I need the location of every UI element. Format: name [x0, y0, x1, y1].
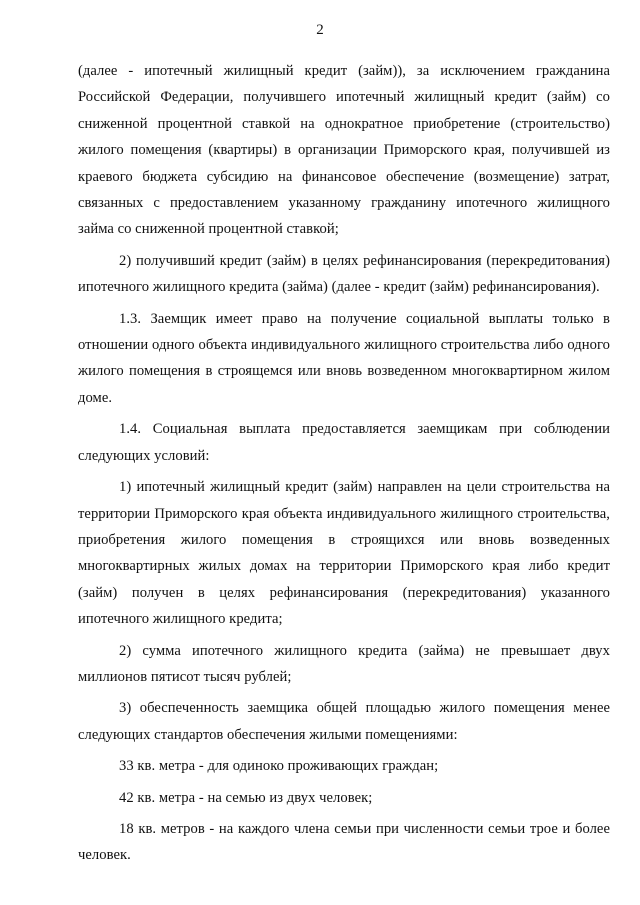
- paragraph-1-4: 1.4. Социальная выплата предоставляется заемщикам при соблюдении следующих условий:: [78, 421, 610, 464]
- paragraph-item-refinancing: 2) получивший кредит (займ) в целях рефинансирования (перекредитования) ипотечного жилищного кредита (займа) (далее - кредит (займ) рефинансирования).: [78, 252, 610, 296]
- paragraph-condition-3: 3) обеспеченность заемщика общей площадью жилого помещения менее следующих стандартов обеспечения жилыми помещениями:: [78, 700, 610, 743]
- paragraph-condition-2: 2) сумма ипотечного жилищного кредита (займа) не превышает двух миллионов пятисот тысяч рублей;: [78, 642, 610, 685]
- paragraph-continuation: (далее - ипотечный жилищный кредит (займ)), за исключением гражданина Российской Федерации, получившего ипотечный жилищный кредит (займ) со сниженной процентной ставкой на однократное приобретение (строительство) жилого помещения (квартиры) в организации Приморского края, получившей из краевого бюджета субсидию на финансовое обеспечение (возмещение) затрат, связанных с предоставлением указанному гражданину ипотечного жилищного займа со сниженной процентной ставкой;: [78, 63, 610, 238]
- paragraph-condition-1: 1) ипотечный жилищный кредит (займ) направлен на цели строительства на территории Приморского края объекта индивидуального жилищного строительства, приобретения жилого помещения в строящихся или вновь возведенных многоквартирных жилых домах на территории Приморского края либо кредит (займ) получен в целях рефинансирования (перекредитования) указанного ипотечного жилищного кредита;: [78, 479, 610, 628]
- paragraph-1-3: 1.3. Заемщик имеет право на получение социальной выплаты только в отношении одного объекта индивидуального жилищного строительства либо одного жилого помещения в строящемся или вновь возведенном многоквартирном жилом доме.: [78, 310, 610, 406]
- document-body: [78, 58, 610, 874]
- page-number: 2: [316, 22, 324, 38]
- paragraph-standard-three-plus: 18 кв. метров - на каждого члена семьи при численности семьи трое и более человек.: [78, 820, 610, 864]
- paragraph-standard-two: 42 кв. метра - на семью из двух человек;: [119, 789, 373, 806]
- paragraph-standard-single: 33 кв. метра - для одиноко проживающих граждан;: [119, 758, 439, 775]
